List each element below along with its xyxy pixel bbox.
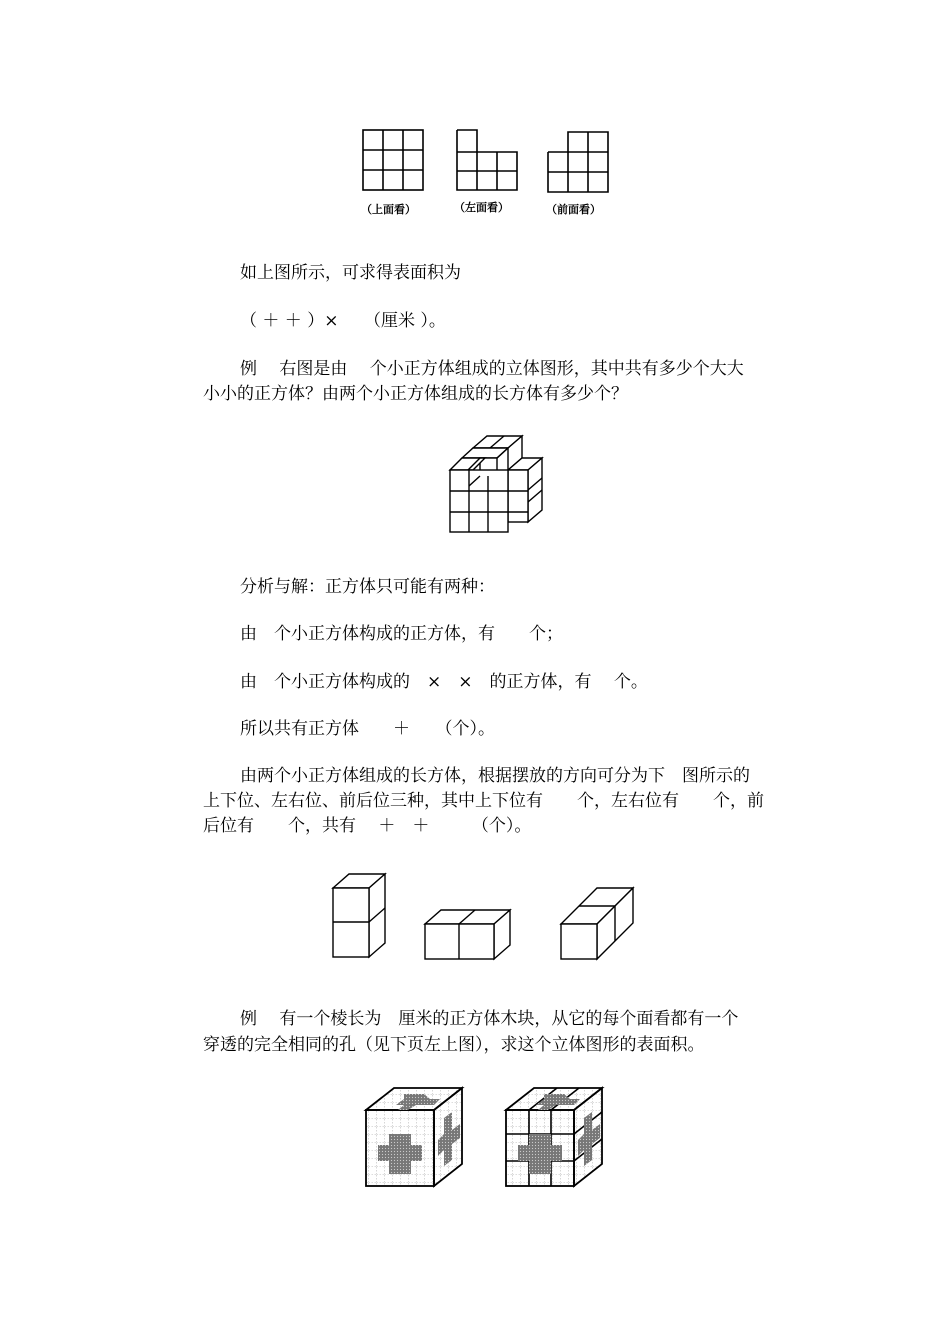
paragraph-analysis: 分析与解：正方体只可能有两种： — [240, 577, 495, 597]
paragraph-example2-line1: 例 有一个棱长为 厘米的正方体木块，从它的每个面看都有一个 — [240, 1009, 739, 1029]
cuboid-horizontal — [425, 910, 510, 959]
paragraph-example-line1: 例 右图是由 个小正方体组成的立体图形，其中共有多少个大大 — [240, 359, 744, 379]
paragraph-cuboid-line3: 后位有 个，共有 ＋ ＋ （个）。 — [203, 816, 532, 836]
paragraph-cuboid-line2: 上下位、左右位、前后位三种，其中上下位有 个，左右位有 个，前 — [203, 791, 764, 811]
paragraph-unit-cubes: 由 个小正方体构成的正方体，有 个； — [240, 624, 563, 644]
top-view-caption: （上面看） — [361, 203, 416, 216]
paragraph-big-cubes: 由 个小正方体构成的 × × 的正方体，有 个。 — [240, 672, 648, 692]
front-view-grid — [548, 132, 608, 192]
left-view-grid — [457, 130, 517, 190]
cuboid-orientations-figure — [325, 866, 645, 966]
cuboid-depth — [561, 888, 633, 959]
stacked-cubes-figure — [440, 430, 550, 535]
paragraph-example-line2: 小小的正方体？由两个小正方体组成的长方体有多少个？ — [203, 384, 628, 404]
holed-cube-right — [506, 1088, 602, 1186]
holed-cubes-figure — [360, 1078, 610, 1193]
left-view-caption: （左面看） — [454, 201, 509, 214]
cuboid-vertical — [333, 874, 385, 957]
paragraph-example2-line2: 穿透的完全相同的孔（见下页左上图），求这个立体图形的表面积。 — [203, 1035, 705, 1055]
paragraph-surface-area: 如上图所示，可求得表面积为 — [240, 263, 461, 283]
holed-cube-left — [366, 1088, 462, 1186]
top-view-grid — [363, 130, 423, 190]
paragraph-cuboid-line1: 由两个小正方体组成的长方体，根据摆放的方向可分为下 图所示的 — [240, 766, 750, 786]
paragraph-cube-total: 所以共有正方体 ＋ （个）。 — [240, 719, 495, 739]
front-view-caption: （前面看） — [546, 203, 601, 216]
paragraph-formula: （ ＋ ＋ ）× （厘米 ）。 — [240, 311, 446, 331]
